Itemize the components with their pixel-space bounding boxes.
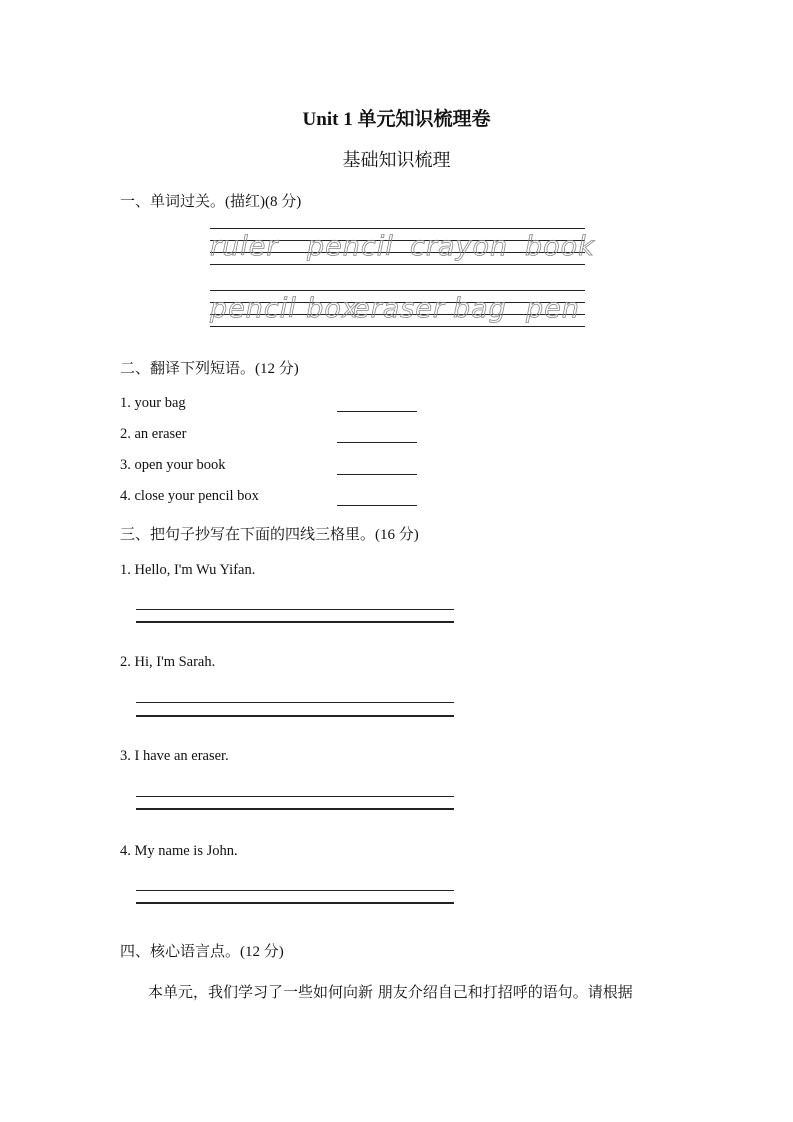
sentence-item: 1. Hello, I'm Wu Yifan. [120,562,256,578]
phrase-item: 2. an eraser [120,426,187,442]
grid-line [210,290,585,291]
trace-word: book [525,231,595,262]
grid-line [210,228,585,229]
section4-heading: 四、核心语言点。(12 分) [120,944,284,960]
section3-heading: 三、把句子抄写在下面的四线三格里。(16 分) [120,527,419,543]
trace-word: eraser [353,293,446,324]
page-subtitle: 基础知识梳理 [342,150,451,171]
page-title: Unit 1 单元知识梳理卷 [302,109,491,130]
tracing-grid [210,228,595,340]
answer-blank[interactable] [337,442,417,443]
section2-heading: 二、翻译下列短语。(12 分) [120,361,299,377]
grid-line [210,264,585,265]
answer-blank[interactable] [337,411,417,412]
trace-word: crayon [410,231,509,262]
trace-word: ruler [210,231,279,262]
writing-baseline[interactable] [136,902,454,904]
answer-blank[interactable] [337,474,417,475]
writing-line[interactable] [136,702,454,703]
writing-line[interactable] [136,890,454,891]
writing-line[interactable] [136,796,454,797]
sentence-item: 4. My name is John. [120,843,238,859]
section1-heading: 一、单词过关。(描红)(8 分) [120,194,302,210]
sentence-item: 3. I have an eraser. [120,748,229,764]
section4-paragraph: 本单元，我们学习了一些如何向新 朋友介绍自己和打招呼的语句。请根据 [148,983,633,1001]
writing-line[interactable] [136,609,454,610]
writing-baseline[interactable] [136,715,454,717]
writing-baseline[interactable] [136,808,454,810]
sentence-item: 2. Hi, I'm Sarah. [120,654,216,670]
trace-word: pen [526,293,580,324]
trace-word: bag [453,293,507,324]
phrase-item: 3. open your book [120,457,226,473]
grid-line [210,326,585,327]
writing-baseline[interactable] [136,621,454,623]
trace-word: pencil box [210,293,359,324]
trace-word: pencil [307,231,394,262]
phrase-item: 1. your bag [120,395,186,411]
phrase-item: 4. close your pencil box [120,488,259,504]
answer-blank[interactable] [337,505,417,506]
